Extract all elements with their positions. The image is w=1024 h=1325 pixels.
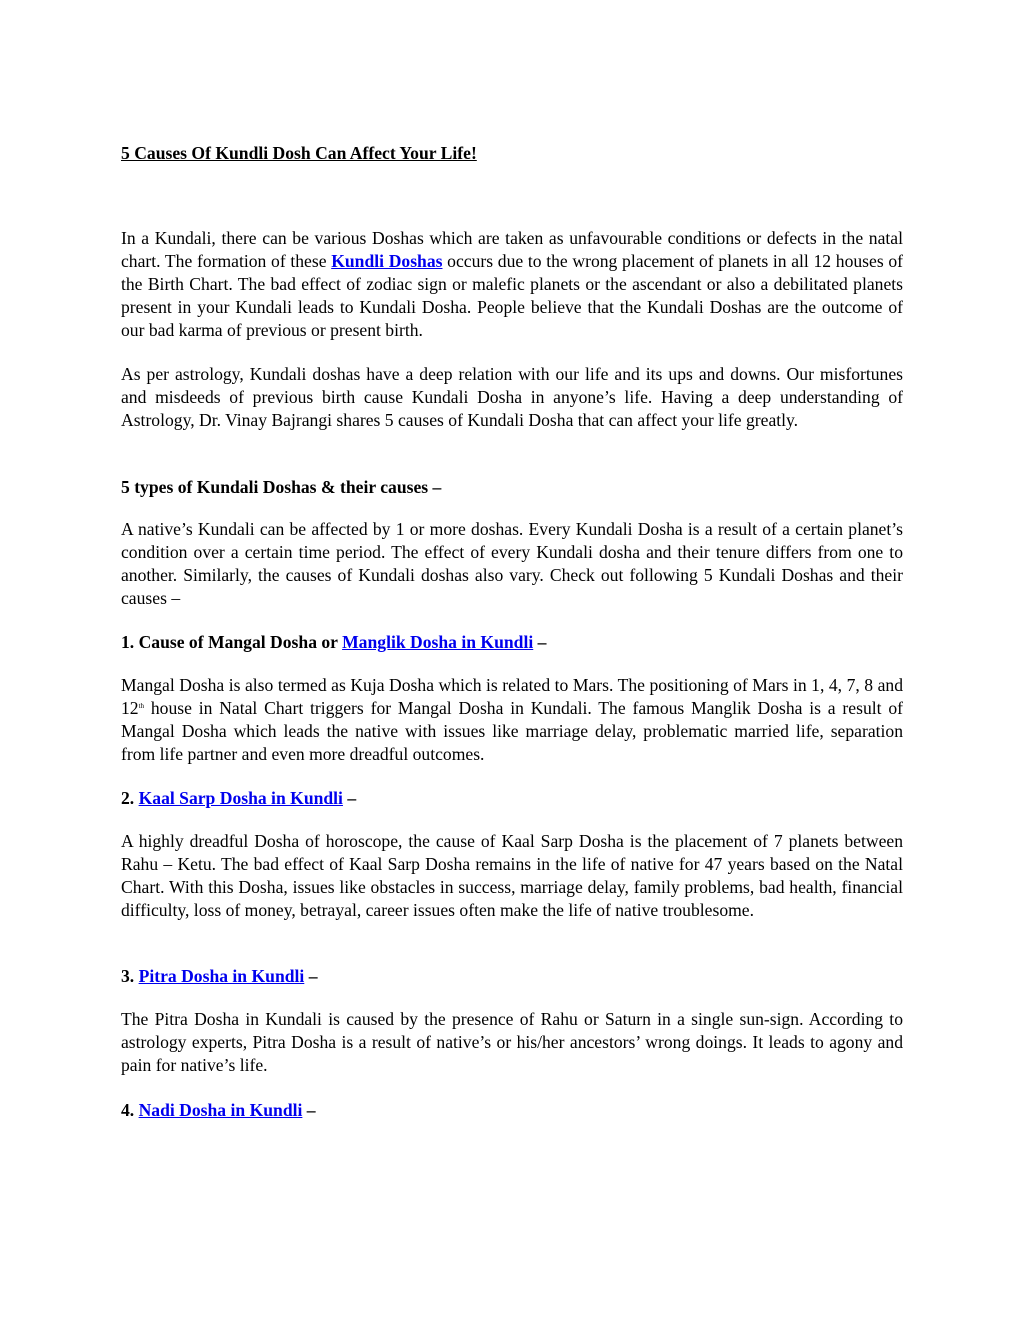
kaal-sarp-dosha-link[interactable]: Kaal Sarp Dosha in Kundli (138, 788, 343, 808)
section-2-prefix: 2. (121, 788, 139, 808)
intro-text-after: occurs due to the wrong placement of planets in all 12 houses of the Birth Chart. The bad effect of zodiac sign or malefic planets or the ascendant or also a debilitated planets present in your Kundali leads to Kundali Dosha. People believe that the Kundali Doshas are the outcome of our bad karma of previous or present birth. (121, 251, 904, 340)
types-intro-paragraph: A native’s Kundali can be affected by 1 or more doshas. Every Kundali Dosha is a result of a certain planet’s condition over a certain time period. The effect of every Kundali dosha and their tenure differs from one to another. Similarly, the causes of Kundali doshas also vary. Check out following 5 Kundali Doshas and their causes – (121, 519, 903, 608)
section-2-suffix: – (342, 788, 357, 808)
section-4-heading (121, 1099, 316, 1122)
section-3-body: The Pitra Dosha in Kundali is caused by the presence of Rahu or Saturn in a single sun-sign. According to astrology experts, Pitra Dosha is a result of native’s or his/her ancestors’ wrong doings. It leads to agony and pain for native’s life. (121, 1009, 903, 1075)
kundli-doshas-link[interactable]: Kundli Doshas (331, 251, 443, 271)
section-4-prefix: 4. (121, 1100, 139, 1120)
section-1-prefix: 1. Cause of Mangal Dosha or (121, 632, 343, 652)
section-3-suffix: – (304, 966, 318, 986)
section-3-heading (121, 965, 318, 988)
types-heading: 5 types of Kundali Doshas & their causes – (121, 477, 442, 497)
document-title: 5 Causes Of Kundli Dosh Can Affect Your Life! (121, 143, 477, 163)
pitra-dosha-link[interactable]: Pitra Dosha in Kundli (138, 966, 305, 986)
astrology-relation-paragraph: As per astrology, Kundali doshas have a deep relation with our life and its ups and downs. Our misfortunes and misdeeds of previous birth cause Kundali Dosha in anyone’s life. Having a deep understanding of Astrology, Dr. Vinay Bajrangi shares 5 causes of Kundali Dosha that can affect your life greatly. (121, 364, 903, 430)
manglik-dosha-link[interactable]: Manglik Dosha in Kundli (342, 632, 534, 652)
section-3-prefix: 3. (121, 966, 139, 986)
section-1-body-before: Mangal Dosha is also termed as Kuja Dosha which is related to Mars. The positioning of Mars in 1, 4, 7, 8 and 12 (121, 675, 903, 718)
section-2-heading (121, 787, 356, 810)
ordinal-suffix: th (138, 702, 145, 710)
section-2-body: A highly dreadful Dosha of horoscope, the cause of Kaal Sarp Dosha is the placement of 7 planets between Rahu – Ketu. The bad effect of Kaal Sarp Dosha remains in the life of native for 47 years based on the Natal Chart. With this Dosha, issues like obstacles in success, marriage delay, family problems, bad health, financial difficulty, loss of money, betrayal, career issues often make the life of native troublesome. (121, 831, 903, 920)
intro-text-before: In a Kundali, there can be various Doshas which are taken as unfavourable conditions or defects in the natal chart. The formation of these (121, 228, 903, 271)
section-4-suffix: – (302, 1100, 316, 1120)
intro-paragraph (121, 227, 903, 342)
section-1-heading (121, 631, 546, 654)
section-1-suffix: – (533, 632, 547, 652)
section-1-body-after: house in Natal Chart triggers for Mangal Dosha in Kundali. The famous Manglik Dosha is a result of Mangal Dosha which leads the native with issues like marriage delay, problematic married life, separation from life partner and even more dreadful outcomes. (121, 698, 903, 764)
section-1-body (121, 674, 903, 766)
nadi-dosha-link[interactable]: Nadi Dosha in Kundli (138, 1100, 303, 1120)
